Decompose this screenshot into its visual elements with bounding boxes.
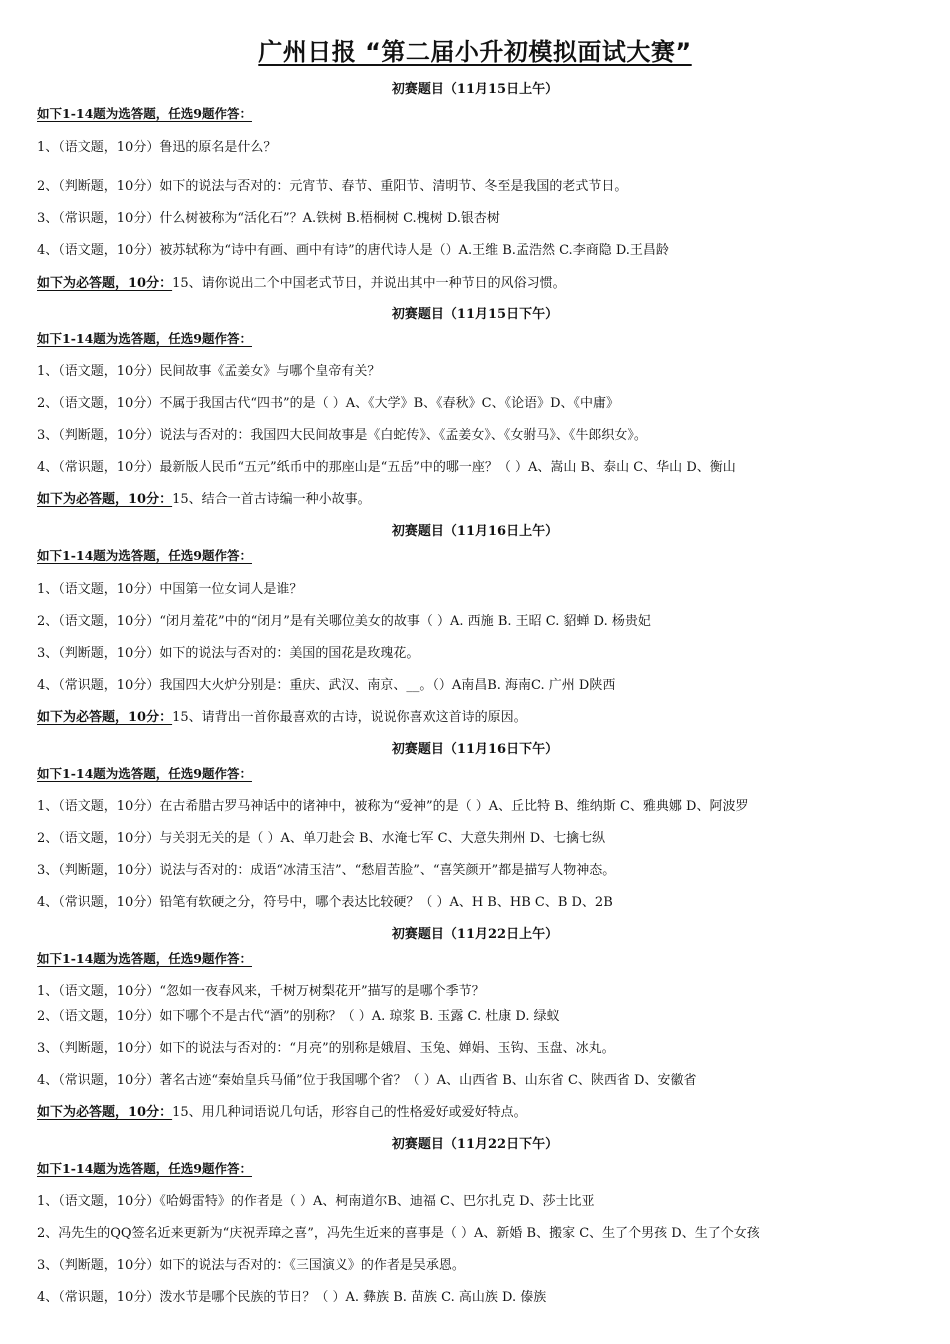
question-item: 2、（判断题，10分）如下的说法与否对的：元宵节、春节、重阳节、清明节、冬至是我国的老式节日。 <box>37 179 628 194</box>
question-item: 4、（常识题，10分）最新版人民币“五元”纸币中的那座山是“五岳”中的哪一座？（ ）A、嵩山 B、泰山 C、华山 D、衡山 <box>37 460 736 475</box>
required-text: 15、用几种词语说几句话，形容自己的性格爱好或爱好特点。 <box>172 1105 527 1120</box>
question-item: 2、冯先生的QQ签名近来更新为“庆祝弄璋之喜”，冯先生近来的喜事是（ ）A、新婚 B、搬家 C、生了个男孩 D、生了个女孩 <box>37 1226 760 1241</box>
required-question <box>37 1101 527 1120</box>
question-item: 3、（判断题，10分）如下的说法与否对的：美国的国花是玫瑰花。 <box>37 646 420 661</box>
question-item: 4、（常识题，10分）著名古迹“秦始皇兵马俑”位于我国哪个省？（ ）A、山西省 B、山东省 C、陕西省 D、安徽省 <box>37 1073 697 1088</box>
section-instruction: 如下1-14题为选答题，任选9题作答： <box>37 331 252 346</box>
question-item: 3、（判断题，10分）说法与否对的：成语“冰清玉洁”、“愁眉苦脸”、“喜笑颜开”都是描写人物神态。 <box>37 863 616 878</box>
required-label: 如下为必答题，10分： <box>37 710 173 725</box>
section-instruction: 如下1-14题为选答题，任选9题作答： <box>37 548 252 563</box>
question-item: 2、（语文题，10分）如下哪个不是古代“酒”的别称？（ ）A. 琼浆 B. 玉露 C. 杜康 D. 绿蚁 <box>37 1009 560 1024</box>
page-title: 广州日报 “第二届小升初模拟面试大赛” <box>258 38 692 66</box>
required-question <box>37 272 566 291</box>
section-heading: 初赛题目（11月22日上午） <box>391 927 559 942</box>
section-heading: 初赛题目（11月15日上午） <box>391 82 559 97</box>
section-heading: 初赛题目（11月15日下午） <box>391 307 559 322</box>
section-instruction: 如下1-14题为选答题，任选9题作答： <box>37 951 252 966</box>
required-label: 如下为必答题，10分： <box>37 492 173 507</box>
required-label: 如下为必答题，10分： <box>37 1105 173 1120</box>
question-item: 1、（语文题，10分）在古希腊古罗马神话中的诸神中，被称为“爱神”的是（ ）A、丘比特 B、维纳斯 C、雅典娜 D、阿波罗 <box>37 799 749 814</box>
required-text: 15、结合一首古诗编一种小故事。 <box>172 492 371 507</box>
required-question <box>37 706 527 725</box>
required-question <box>37 488 371 507</box>
section-heading: 初赛题目（11月16日下午） <box>391 742 559 757</box>
question-item: 2、（语文题，10分）“闭月羞花”中的“闭月”是有关哪位美女的故事（ ）A. 西施 B. 王昭 C. 貂蝉 D. 杨贵妃 <box>37 614 651 629</box>
section-instruction: 如下1-14题为选答题，任选9题作答： <box>37 106 252 121</box>
question-item: 4、（语文题，10分）被苏轼称为“诗中有画、画中有诗”的唐代诗人是（）A.王维 B.孟浩然 C.李商隐 D.王昌龄 <box>37 243 669 258</box>
section-instruction: 如下1-14题为选答题，任选9题作答： <box>37 1161 252 1176</box>
section-heading: 初赛题目（11月16日上午） <box>391 524 559 539</box>
question-item: 4、（常识题，10分）泼水节是哪个民族的节日？（ ）A. 彝族 B. 苗族 C. 高山族 D. 傣族 <box>37 1290 547 1305</box>
question-item: 1、（语文题，10分）中国第一位女词人是谁？ <box>37 582 303 597</box>
question-item: 2、（语文题，10分）不属于我国古代“四书”的是（ ）A、《大学》B、《春秋》C、《论语》D、《中庸》 <box>37 396 620 411</box>
question-item: 1、（语文题，10分）鲁迅的原名是什么？ <box>37 140 277 155</box>
question-item: 2、（语文题，10分）与关羽无关的是（ ）A、单刀赴会 B、水淹七军 C、大意失荆州 D、七擒七纵 <box>37 831 606 846</box>
section-heading: 初赛题目（11月22日下午） <box>391 1137 559 1152</box>
question-item: 3、（判断题，10分）说法与否对的：我国四大民间故事是《白蛇传》、《孟姜女》、《女驸马》、《牛郎织女》。 <box>37 428 647 443</box>
question-item: 1、（语文题，10分）民间故事《孟姜女》与哪个皇帝有关？ <box>37 364 381 379</box>
required-text: 15、请你说出二个中国老式节日，并说出其中一种节日的风俗习惯。 <box>172 276 566 291</box>
question-item: 3、（判断题，10分）如下的说法与否对的：“月亮”的别称是娥眉、玉兔、婵娟、玉钩、玉盘、冰丸。 <box>37 1041 615 1056</box>
question-item: 1、（语文题，10分）《哈姆雷特》的作者是（ ）A、柯南道尔B、迪福 C、巴尔扎克 D、莎士比亚 <box>37 1194 595 1209</box>
question-item: 4、（常识题，10分）我国四大火炉分别是：重庆、武汉、南京、__。（）A南昌B. 海南C. 广州 D陕西 <box>37 678 616 693</box>
question-item: 1、（语文题，10分）“忽如一夜春风来，千树万树梨花开”描写的是哪个季节？ <box>37 984 485 999</box>
required-text: 15、请背出一首你最喜欢的古诗，说说你喜欢这首诗的原因。 <box>172 710 527 725</box>
question-item: 3、（判断题，10分）如下的说法与否对的：《三国演义》的作者是吴承恩。 <box>37 1258 465 1273</box>
question-item: 3、（常识题，10分）什么树被称为“活化石”？A.铁树 B.梧桐树 C.槐树 D.银杏树 <box>37 211 500 226</box>
required-label: 如下为必答题，10分： <box>37 276 173 291</box>
section-instruction: 如下1-14题为选答题，任选9题作答： <box>37 766 252 781</box>
question-item: 4、（常识题，10分）铅笔有软硬之分，符号中，哪个表达比较硬？（ ）A、H B、HB C、B D、2B <box>37 895 613 910</box>
